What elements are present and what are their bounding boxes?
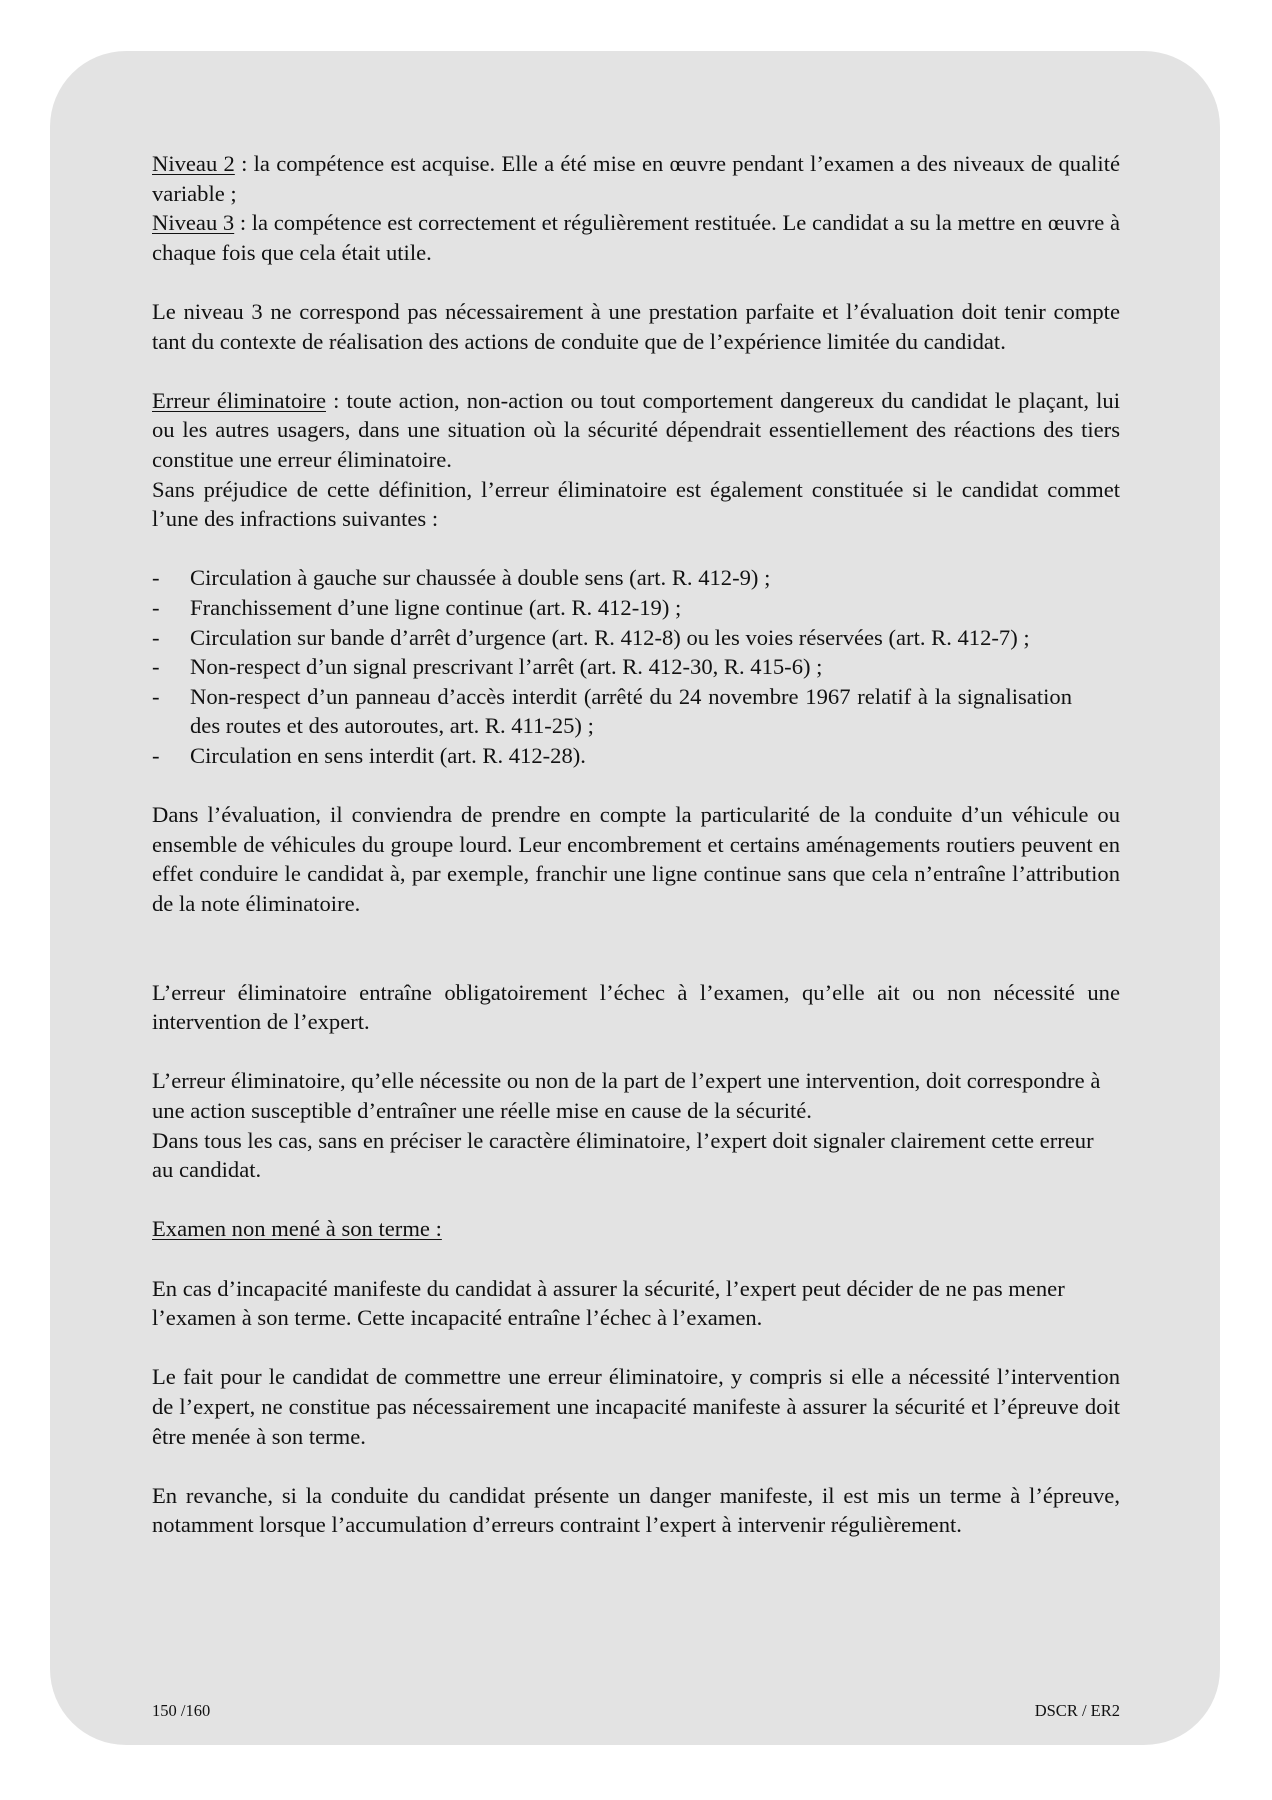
document-reference: DSCR / ER2	[1034, 1701, 1120, 1720]
list-item	[152, 682, 1072, 741]
heading-text: Examen non mené à son terme :	[152, 1216, 442, 1242]
definition-niveau-3: : la compétence est correctement et régulièrement restituée. Le candidat a su la mettre en œuvre à chaque fois que cela était utile.	[152, 210, 1120, 265]
paragraph-niveau-2	[152, 149, 1120, 208]
list-item-text: Circulation à gauche sur chaussée à double sens (art. R. 412-9) ;	[190, 565, 771, 591]
paragraph-groupe-lourd: Dans l’évaluation, il conviendra de prendre en compte la particularité de la conduite d’un véhicule ou ensemble de véhicules du groupe lourd. Leur encombrement et certains aménagements routiers peuvent en effet conduire le candidat à, par exemple, franchir une ligne continue sans que cela n’entraîne l’attribution de la note éliminatoire.	[152, 802, 1120, 916]
spacer	[152, 1244, 1120, 1274]
spacer	[152, 356, 1120, 386]
list-item-text: Circulation en sens interdit (art. R. 412-28).	[190, 742, 586, 768]
bullet-dash: -	[152, 683, 160, 709]
bullet-dash: -	[152, 594, 160, 620]
paragraph-erreur-non-incapacite: Le fait pour le candidat de commettre une erreur éliminatoire, y compris si elle a nécessité l’intervention de l’expert, ne constitue pas nécessairement une incapacité manifeste à assurer la sécurité et l’épreuve doit être menée à son terme.	[152, 1364, 1120, 1449]
infractions-list	[152, 563, 1120, 770]
list-item	[152, 563, 1072, 593]
paragraph-incapacite-manifeste: En cas d’incapacité manifeste du candidat à assurer la sécurité, l’expert peut décider de ne pas mener l’examen à son terme. Cette incapacité entraîne l’échec à l’examen.	[152, 1275, 1065, 1331]
term-niveau-2: Niveau 2	[152, 151, 235, 176]
spacer	[152, 534, 1120, 564]
list-item	[152, 623, 1072, 653]
spacer	[152, 918, 1120, 977]
spacer	[152, 1333, 1120, 1363]
list-item-text: Franchissement d’une ligne continue (art. R. 412-19) ;	[190, 594, 682, 620]
definition-erreur-eliminatoire: : toute action, non-action ou tout comportement dangereux du candidat le plaçant, lui ou les autres usagers, dans une situation où la sécurité dépendrait essentiellement des réactions des tiers constitue une erreur éliminatoire.	[152, 387, 1120, 472]
definition-niveau-2: : la compétence est acquise. Elle a été mise en œuvre pendant l’examen a des niveaux de qualité variable ;	[152, 151, 1120, 206]
list-item-text: Non-respect d’un signal prescrivant l’arrêt (art. R. 412-30, R. 415-6) ;	[190, 654, 823, 680]
list-item-text: Circulation sur bande d’arrêt d’urgence (art. R. 412-8) ou les voies réservées (art. R. 412-7) ;	[190, 624, 1030, 650]
list-item	[152, 593, 1072, 623]
list-item-text: Non-respect d’un panneau d’accès interdit (arrêté du 24 novembre 1967 relatif à la signalisation des routes et des autoroutes, art. R. 411-25) ;	[190, 683, 1072, 739]
bullet-dash: -	[152, 742, 160, 768]
term-erreur-eliminatoire: Erreur éliminatoire	[152, 387, 326, 413]
page-number: 150 /160	[152, 1701, 211, 1720]
document-body	[152, 149, 1120, 1540]
bullet-dash: -	[152, 624, 160, 650]
term-niveau-3: Niveau 3	[152, 210, 235, 236]
paragraph-signaler-erreur: Dans tous les cas, sans en préciser le caractère éliminatoire, l’expert doit signaler clairement cette erreur au candidat.	[152, 1127, 1094, 1183]
spacer	[152, 1451, 1120, 1481]
spacer	[152, 1037, 1120, 1067]
paragraph-danger-manifeste: En revanche, si la conduite du candidat présente un danger manifeste, il est mis un terme à l’épreuve, notamment lorsque l’accumulation d’erreurs contraint l’expert à intervenir régulièrement.	[152, 1482, 1120, 1538]
paragraph-echec-examen: L’erreur éliminatoire entraîne obligatoirement l’échec à l’examen, qu’elle ait ou non nécessité une intervention de l’expert.	[152, 979, 1120, 1035]
spacer	[152, 1185, 1120, 1215]
spacer	[152, 770, 1120, 800]
paragraph-niveau-3	[152, 208, 1120, 267]
bullet-dash: -	[152, 654, 160, 680]
paragraph-infractions-intro: Sans préjudice de cette définition, l’erreur éliminatoire est également constituée si le candidat commet l’une des infractions suivantes :	[152, 476, 1120, 532]
paragraph-niveau-3-note: Le niveau 3 ne correspond pas nécessairement à une prestation parfaite et l’évaluation doit tenir compte tant du contexte de réalisation des actions de conduite que de l’expérience limitée du candidat.	[152, 298, 1120, 354]
list-item	[152, 741, 1072, 771]
list-item	[152, 652, 1072, 682]
bullet-dash: -	[152, 565, 160, 591]
paragraph-erreur-eliminatoire	[152, 386, 1120, 475]
spacer	[152, 267, 1120, 297]
paragraph-mise-en-cause-securite: L’erreur éliminatoire, qu’elle nécessite ou non de la part de l’expert une intervention, doit correspondre à une action susceptible d’entraîner une réelle mise en cause de la sécurité.	[152, 1068, 1101, 1123]
section-heading-examen-non-mene	[152, 1214, 1120, 1244]
